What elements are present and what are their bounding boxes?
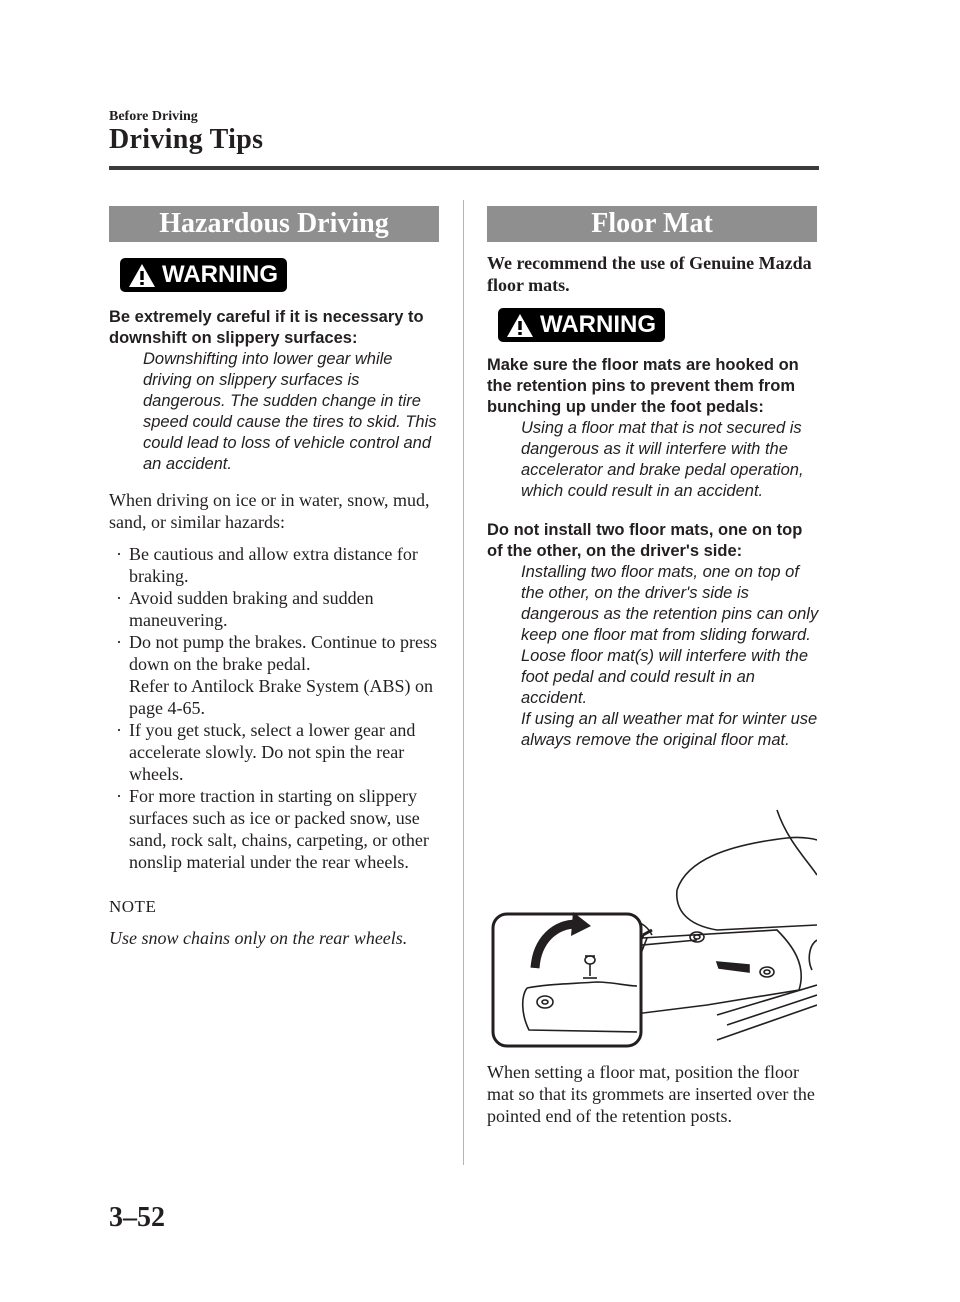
header-rule — [109, 166, 819, 170]
warning-label: WARNING — [540, 311, 656, 338]
list-item: · Do not pump the brakes. Continue to press down on the brake pedal. Refer to Antilock Brake System (ABS) on page 4-65. — [116, 631, 437, 718]
list-item: · Avoid sudden braking and sudden maneuvering. — [116, 587, 374, 630]
list-item: · Be cautious and allow extra distance for braking. — [116, 543, 418, 586]
warning-body: Loose floor mat(s) will interfere with the foot pedal and could result in an accident. — [521, 646, 809, 707]
floor-mat-column — [487, 206, 817, 751]
abs-reference: Refer to Antilock Brake System (ABS) on page 4-65. — [129, 675, 433, 718]
warning-body: If using an all weather mat for winter use always remove the original floor mat. — [521, 709, 818, 749]
recommend-text: We recommend the use of Genuine Mazda floor mats. — [487, 253, 812, 295]
note-text: Use snow chains only on the rear wheels. — [109, 927, 408, 948]
hazardous-driving-column — [109, 206, 439, 949]
warning-heading: Be extremely careful if it is necessary to downshift on slippery surfaces: — [109, 307, 424, 347]
page-number: 3–52 — [109, 1202, 165, 1233]
warning-body: Installing two floor mats, one on top of the other, on the driver's side is dangerous as the retention pins can only keep one floor mat from sliding forward. — [521, 562, 819, 644]
warning-body: Using a floor mat that is not secured is dangerous as it will interfere with the accelerator and brake pedal operation, which could result in an accident. — [521, 418, 804, 500]
chapter-title: Driving Tips — [109, 124, 264, 155]
floor-mat-banner: Floor Mat — [487, 206, 817, 242]
warning-heading: Do not install two floor mats, one on top of the other, on the driver's side: — [487, 520, 803, 560]
illustration-caption: When setting a floor mat, position the floor mat so that its grommets are inserted over the pointed end of the retention posts. — [487, 1062, 815, 1126]
intro-text: When driving on ice or in water, snow, mud, sand, or similar hazards: — [109, 489, 430, 532]
note-title: NOTE — [109, 896, 157, 916]
hazardous-driving-banner: Hazardous Driving — [109, 206, 439, 242]
list-item: · For more traction in starting on slippery surfaces such as ice or packed snow, use sand, rock salt, chains, carpeting, or other nonslip material under the rear wheels. — [116, 785, 429, 872]
list-item: · If you get stuck, select a lower gear and accelerate slowly. Do not spin the rear wheels. — [116, 719, 416, 784]
hazard-list — [109, 543, 439, 873]
warning-label: WARNING — [162, 261, 278, 288]
warning-badge — [498, 308, 665, 342]
warning-triangle-icon — [128, 263, 156, 288]
warning-heading: Make sure the floor mats are hooked on the retention pins to prevent them from bunching up under the foot pedals: — [487, 355, 799, 416]
section-label: Before Driving — [109, 109, 198, 124]
column-divider — [463, 200, 464, 1165]
warning-triangle-icon — [506, 313, 534, 338]
warning-body: Downshifting into lower gear while driving on slippery surfaces is dangerous. The sudden change in tire speed could cause the tires to skid. This could lead to loss of vehicle control and an accident. — [143, 349, 437, 473]
floor-mat-illustration — [487, 800, 817, 1055]
warning-badge — [120, 258, 287, 292]
